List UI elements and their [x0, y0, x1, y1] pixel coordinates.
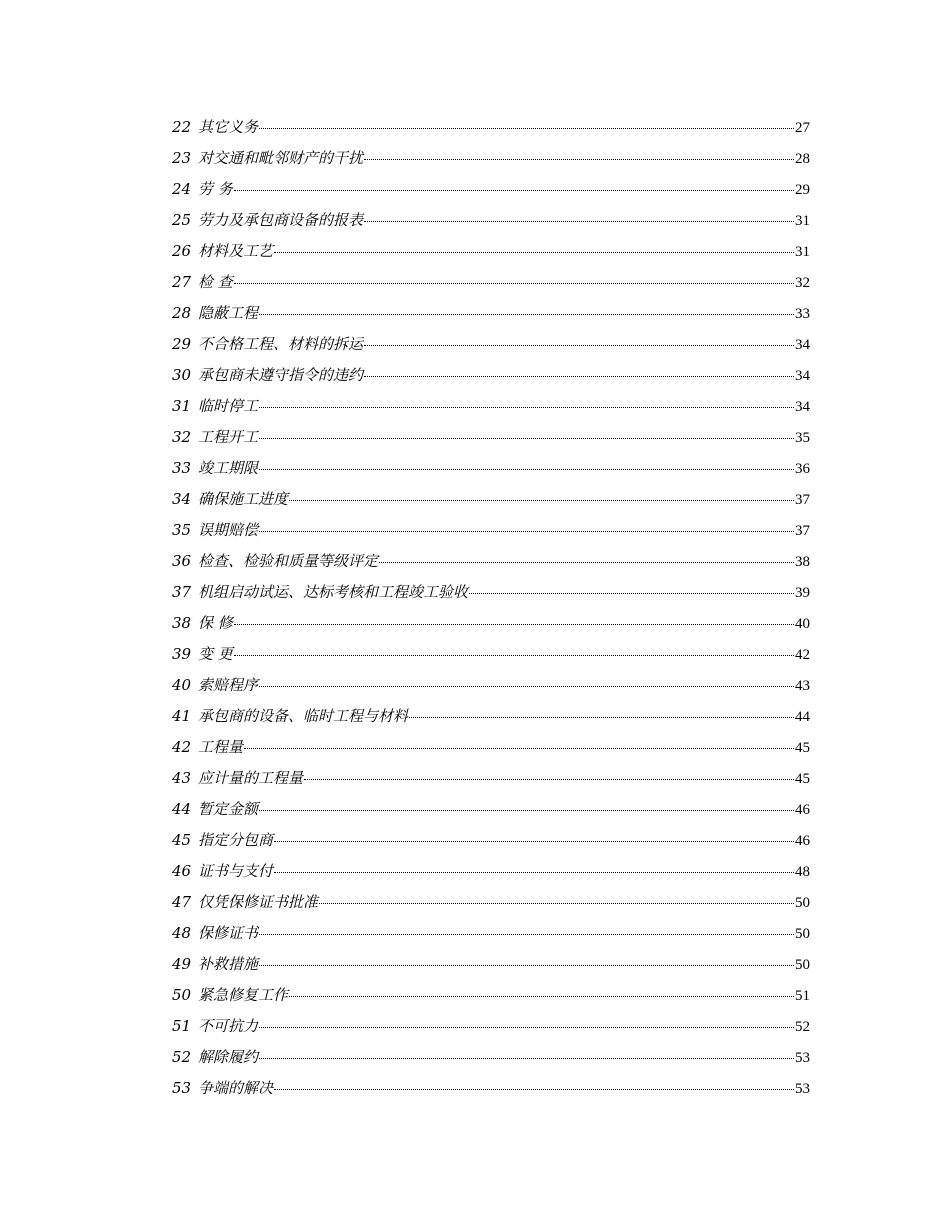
- toc-entry-page: 37: [795, 492, 810, 508]
- toc-entry-number: 27: [172, 273, 192, 291]
- toc-entry-page: 50: [795, 926, 810, 942]
- toc-entry-text: 保 修: [198, 614, 233, 632]
- toc-entry-number: 48: [172, 924, 192, 942]
- toc-entry[interactable]: [172, 302, 810, 333]
- toc-entry-page: 46: [795, 833, 810, 849]
- toc-entry-page: 45: [795, 771, 810, 787]
- toc-dot-leader: [274, 1089, 794, 1090]
- toc-entry-title: [172, 271, 233, 292]
- toc-entry[interactable]: [172, 333, 810, 364]
- toc-entry-number: 47: [172, 893, 192, 911]
- toc-entry-page: 40: [795, 616, 810, 632]
- toc-entry-page: 32: [795, 275, 810, 291]
- toc-entry[interactable]: [172, 674, 810, 705]
- toc-dot-leader: [259, 314, 794, 315]
- toc-entry-title: [172, 116, 258, 137]
- toc-entry-page: 45: [795, 740, 810, 756]
- toc-dot-leader: [259, 686, 794, 687]
- toc-entry[interactable]: [172, 457, 810, 488]
- toc-dot-leader: [364, 345, 794, 346]
- toc-entry-page: 50: [795, 895, 810, 911]
- toc-entry-number: 22: [172, 118, 192, 136]
- toc-dot-leader: [259, 469, 794, 470]
- toc-entry-text: 保修证书: [198, 924, 259, 942]
- toc-entry-title: [172, 426, 258, 447]
- toc-entry[interactable]: [172, 922, 810, 953]
- toc-entry-number: 45: [172, 831, 192, 849]
- toc-entry-number: 31: [172, 397, 192, 415]
- toc-entry[interactable]: [172, 271, 810, 302]
- toc-entry-title: [172, 147, 363, 168]
- toc-entry-title: [172, 705, 408, 726]
- toc-entry-text: 承包商未遵守指令的违约: [198, 366, 364, 384]
- toc-entry-text: 机组启动试运、达标考核和工程竣工验收: [198, 583, 469, 601]
- toc-entry-title: [172, 488, 288, 509]
- toc-entry-page: 42: [795, 647, 810, 663]
- toc-entry-title: [172, 798, 258, 819]
- toc-entry[interactable]: [172, 1046, 810, 1077]
- toc-entry-page: 46: [795, 802, 810, 818]
- toc-entry[interactable]: [172, 178, 810, 209]
- toc-entry-number: 41: [172, 707, 192, 725]
- toc-dot-leader: [409, 717, 794, 718]
- toc-entry-number: 29: [172, 335, 192, 353]
- toc-entry-text: 工程开工: [198, 428, 259, 446]
- toc-entry-text: 其它义务: [198, 118, 259, 136]
- toc-entry-number: 28: [172, 304, 192, 322]
- toc-entry-title: [172, 922, 258, 943]
- toc-entry-page: 50: [795, 957, 810, 973]
- table-of-contents: [172, 116, 810, 1108]
- toc-entry-page: 44: [795, 709, 810, 725]
- toc-dot-leader: [319, 903, 794, 904]
- toc-entry-page: 34: [795, 337, 810, 353]
- toc-entry-title: [172, 240, 273, 261]
- toc-entry-page: 35: [795, 430, 810, 446]
- toc-entry-number: 25: [172, 211, 192, 229]
- toc-entry-title: [172, 891, 318, 912]
- toc-entry-number: 30: [172, 366, 192, 384]
- toc-entry-text: 误期赔偿: [198, 521, 259, 539]
- toc-dot-leader: [364, 221, 794, 222]
- toc-dot-leader: [469, 593, 794, 594]
- toc-dot-leader: [259, 934, 794, 935]
- toc-entry-text: 检 查: [198, 273, 233, 291]
- toc-entry-title: [172, 395, 258, 416]
- toc-entry-text: 暂定金额: [198, 800, 259, 818]
- toc-entry-page: 33: [795, 306, 810, 322]
- toc-entry[interactable]: [172, 1015, 810, 1046]
- toc-dot-leader: [289, 500, 794, 501]
- toc-entry-number: 37: [172, 583, 192, 601]
- toc-entry-text: 不可抗力: [198, 1017, 259, 1035]
- toc-entry[interactable]: [172, 519, 810, 550]
- toc-entry-number: 40: [172, 676, 192, 694]
- toc-entry-number: 26: [172, 242, 192, 260]
- toc-entry-text: 确保施工进度: [198, 490, 289, 508]
- toc-dot-leader: [234, 283, 794, 284]
- toc-entry-number: 39: [172, 645, 192, 663]
- toc-entry-page: 31: [795, 244, 810, 260]
- toc-entry[interactable]: [172, 860, 810, 891]
- toc-entry-number: 46: [172, 862, 192, 880]
- toc-entry-number: 51: [172, 1017, 192, 1035]
- toc-entry-text: 争端的解决: [198, 1079, 274, 1097]
- toc-entry-number: 43: [172, 769, 192, 787]
- toc-entry[interactable]: [172, 209, 810, 240]
- toc-entry[interactable]: [172, 426, 810, 457]
- toc-entry-number: 50: [172, 986, 192, 1004]
- toc-entry[interactable]: [172, 581, 810, 612]
- toc-entry-page: 34: [795, 368, 810, 384]
- toc-entry[interactable]: [172, 767, 810, 798]
- toc-entry-number: 42: [172, 738, 192, 756]
- toc-dot-leader: [274, 872, 794, 873]
- toc-entry-title: [172, 209, 363, 230]
- toc-dot-leader: [364, 376, 794, 377]
- toc-entry-number: 35: [172, 521, 192, 539]
- toc-entry-text: 劳 务: [198, 180, 233, 198]
- toc-entry-page: 38: [795, 554, 810, 570]
- toc-entry-page: 43: [795, 678, 810, 694]
- toc-entry-text: 工程量: [198, 738, 244, 756]
- toc-entry-text: 应计量的工程量: [198, 769, 304, 787]
- toc-dot-leader: [259, 407, 794, 408]
- toc-entry-title: [172, 302, 258, 323]
- toc-entry[interactable]: [172, 364, 810, 395]
- toc-dot-leader: [234, 624, 794, 625]
- toc-dot-leader: [259, 1058, 794, 1059]
- toc-entry-number: 32: [172, 428, 192, 446]
- toc-entry-page: 37: [795, 523, 810, 539]
- toc-dot-leader: [274, 252, 794, 253]
- toc-entry-text: 承包商的设备、临时工程与材料: [198, 707, 409, 725]
- toc-entry-title: [172, 829, 273, 850]
- toc-entry-title: [172, 860, 273, 881]
- toc-entry-title: [172, 1015, 258, 1036]
- toc-entry-text: 对交通和毗邻财产的干扰: [198, 149, 364, 167]
- toc-dot-leader: [234, 655, 794, 656]
- toc-dot-leader: [259, 128, 794, 129]
- toc-entry[interactable]: [172, 643, 810, 674]
- toc-entry[interactable]: [172, 705, 810, 736]
- toc-entry[interactable]: [172, 240, 810, 271]
- toc-entry-text: 临时停工: [198, 397, 259, 415]
- toc-dot-leader: [259, 531, 794, 532]
- toc-entry-number: 23: [172, 149, 192, 167]
- toc-entry-page: 36: [795, 461, 810, 477]
- toc-dot-leader: [259, 438, 794, 439]
- toc-entry-text: 索赔程序: [198, 676, 259, 694]
- toc-entry-text: 紧急修复工作: [198, 986, 289, 1004]
- toc-entry-title: [172, 1046, 258, 1067]
- toc-entry-number: 38: [172, 614, 192, 632]
- toc-entry[interactable]: [172, 953, 810, 984]
- toc-entry-number: 53: [172, 1079, 192, 1097]
- toc-dot-leader: [304, 779, 794, 780]
- toc-entry[interactable]: [172, 1077, 810, 1108]
- toc-entry-text: 补救措施: [198, 955, 259, 973]
- toc-entry-text: 仅凭保修证书批准: [198, 893, 319, 911]
- toc-entry-title: [172, 550, 378, 571]
- toc-entry-page: 28: [795, 151, 810, 167]
- toc-entry-title: [172, 736, 243, 757]
- toc-entry-page: 53: [795, 1050, 810, 1066]
- toc-entry-page: 27: [795, 120, 810, 136]
- toc-dot-leader: [259, 1027, 794, 1028]
- toc-entry-title: [172, 674, 258, 695]
- toc-entry-text: 竣工期限: [198, 459, 259, 477]
- toc-entry-number: 49: [172, 955, 192, 973]
- toc-entry-text: 指定分包商: [198, 831, 274, 849]
- toc-entry-page: 48: [795, 864, 810, 880]
- toc-entry-page: 31: [795, 213, 810, 229]
- toc-entry-text: 不合格工程、材料的拆运: [198, 335, 364, 353]
- toc-entry-page: 52: [795, 1019, 810, 1035]
- toc-entry-title: [172, 767, 303, 788]
- toc-entry-number: 24: [172, 180, 192, 198]
- toc-entry-title: [172, 364, 363, 385]
- toc-dot-leader: [234, 190, 794, 191]
- toc-entry-title: [172, 643, 233, 664]
- toc-entry[interactable]: [172, 116, 810, 147]
- toc-entry[interactable]: [172, 984, 810, 1015]
- toc-entry[interactable]: [172, 612, 810, 643]
- toc-entry[interactable]: [172, 891, 810, 922]
- toc-entry-number: 33: [172, 459, 192, 477]
- toc-entry-page: 29: [795, 182, 810, 198]
- toc-entry-title: [172, 178, 233, 199]
- toc-entry[interactable]: [172, 736, 810, 767]
- toc-entry-text: 证书与支付: [198, 862, 274, 880]
- toc-entry-title: [172, 519, 258, 540]
- toc-entry-title: [172, 612, 233, 633]
- toc-entry-number: 36: [172, 552, 192, 570]
- toc-entry-title: [172, 581, 468, 602]
- toc-entry-text: 检查、检验和质量等级评定: [198, 552, 379, 570]
- toc-entry[interactable]: [172, 550, 810, 581]
- toc-dot-leader: [259, 965, 794, 966]
- toc-entry[interactable]: [172, 829, 810, 860]
- toc-entry-text: 材料及工艺: [198, 242, 274, 260]
- toc-entry-text: 解除履约: [198, 1048, 259, 1066]
- toc-entry[interactable]: [172, 395, 810, 426]
- toc-entry-number: 34: [172, 490, 192, 508]
- toc-entry-text: 隐蔽工程: [198, 304, 259, 322]
- toc-entry-number: 44: [172, 800, 192, 818]
- toc-entry-number: 52: [172, 1048, 192, 1066]
- toc-dot-leader: [244, 748, 794, 749]
- toc-entry-page: 51: [795, 988, 810, 1004]
- toc-entry-title: [172, 953, 258, 974]
- toc-dot-leader: [274, 841, 794, 842]
- toc-entry[interactable]: [172, 798, 810, 829]
- toc-dot-leader: [379, 562, 794, 563]
- toc-entry[interactable]: [172, 147, 810, 178]
- toc-dot-leader: [289, 996, 794, 997]
- toc-entry-page: 34: [795, 399, 810, 415]
- toc-entry-page: 39: [795, 585, 810, 601]
- toc-entry-page: 53: [795, 1081, 810, 1097]
- toc-entry-title: [172, 1077, 273, 1098]
- toc-entry-text: 劳力及承包商设备的报表: [198, 211, 364, 229]
- toc-entry-title: [172, 333, 363, 354]
- toc-entry-text: 变 更: [198, 645, 233, 663]
- toc-entry-title: [172, 984, 288, 1005]
- toc-dot-leader: [259, 810, 794, 811]
- toc-entry-title: [172, 457, 258, 478]
- toc-entry[interactable]: [172, 488, 810, 519]
- toc-dot-leader: [364, 159, 794, 160]
